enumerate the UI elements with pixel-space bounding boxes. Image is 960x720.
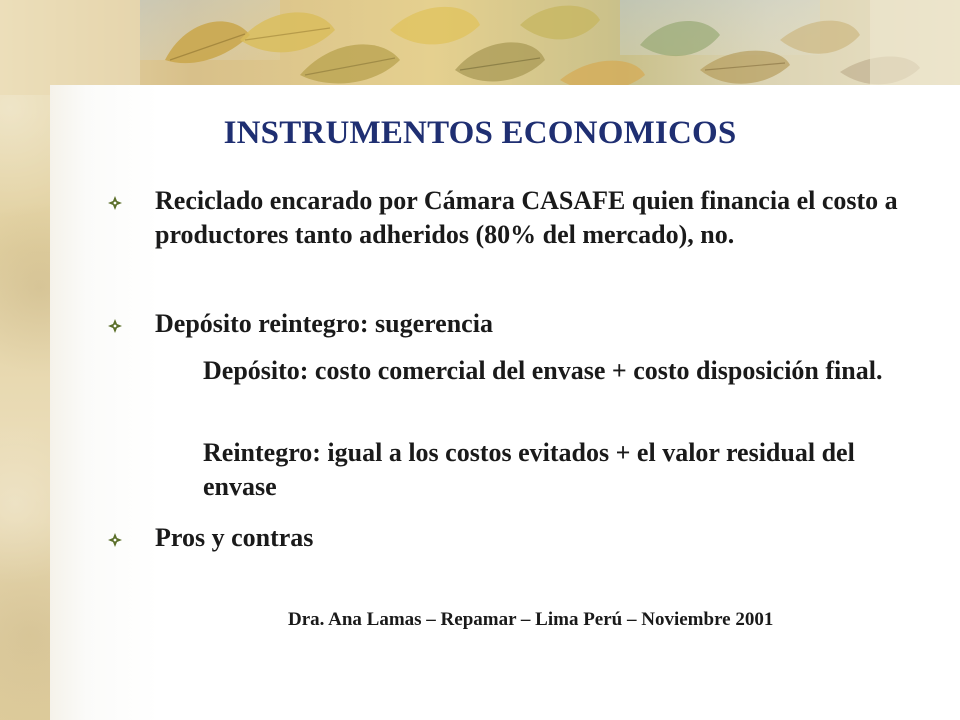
- diamond-bullet-icon-svg: [108, 196, 122, 210]
- sub-item-reintegro: Reintegro: igual a los costos evitados + el valor residual del envase: [203, 438, 862, 501]
- sub-item-deposito: Depósito: costo comercial del envase + costo disposición final.: [203, 356, 883, 385]
- bullet-text-pros-contras: Pros y contras: [155, 523, 314, 552]
- leaf-pattern-graphic: [0, 0, 960, 95]
- slide-footer: Dra. Ana Lamas – Repamar – Lima Perú – Noviembre 2001: [288, 609, 774, 630]
- top-decorative-banner: [0, 0, 960, 95]
- left-decorative-strip: [0, 0, 50, 720]
- bullet-text-deposito-reintegro: Depósito reintegro: sugerencia: [155, 309, 493, 338]
- slide-title: INSTRUMENTOS ECONOMICOS: [223, 115, 737, 151]
- diamond-bullet-icon: [108, 319, 126, 337]
- diamond-bullet-icon-svg: [108, 319, 122, 333]
- diamond-bullet-icon-svg: [108, 533, 122, 547]
- diamond-bullet-icon: [108, 533, 126, 551]
- bullet-text-reciclado: Reciclado encarado por Cámara CASAFE quien financia el costo a productores tanto adheridos (80% del mercado), no.: [155, 186, 905, 249]
- diamond-bullet-icon: [108, 196, 126, 214]
